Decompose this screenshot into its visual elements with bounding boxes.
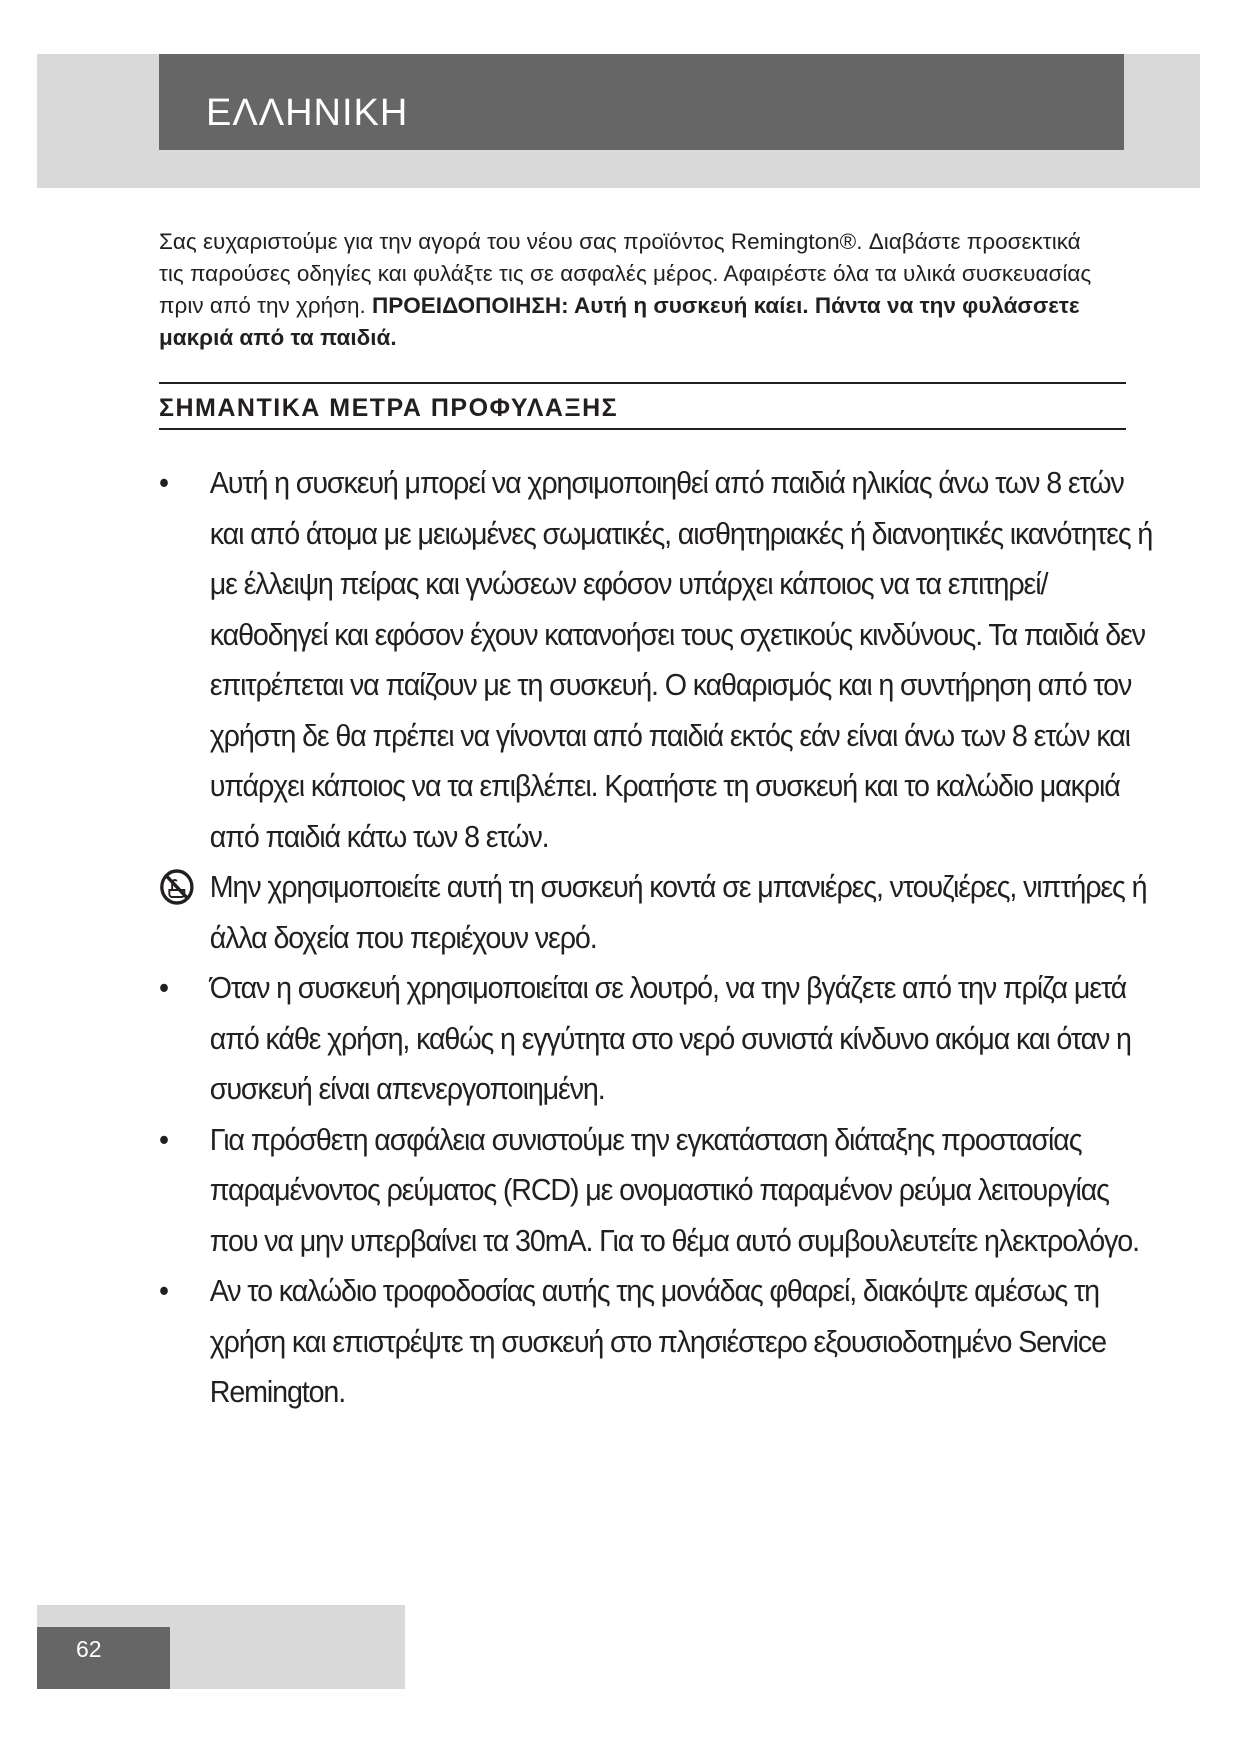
intro-warning: ΠΡΟΕΙΔΟΠΟΙΗΣΗ: Αυτή η συσκευή καίει. Πάντα να την φυλάσσετε μακριά από τα παιδιά.	[159, 293, 1080, 350]
list-item-text: Όταν η συσκευή χρησιμοποιείται σε λουτρό, να την βγάζετε από την πρίζα μετά από κάθε χρήση, καθώς η εγγύτητα στο νερό συνιστά κίνδυνο ακόμα και όταν η συσκευή είναι απενεργοποιημένη.	[209, 971, 1131, 1106]
list-item	[159, 862, 1159, 963]
bullet-marker: •	[159, 466, 168, 500]
intro-text: Σας ευχαριστούμε για την αγορά του νέου σας προϊόντος Remington®. Διαβάστε προσεκτικά τις παρούσες οδηγίες και φυλάξτε τις σε ασφαλές μέρος. Αφαιρέστε όλα τα υλικά συσκευασίας πριν από την χρήση.	[159, 229, 1092, 318]
list-item-text: Μην χρησιμοποιείτε αυτή τη συσκευή κοντά σε μπανιέρες, ντουζιέρες, νιπτήρες ή άλλα δοχεία που περιέχουν νερό.	[209, 870, 1147, 955]
list-item	[159, 963, 1159, 1115]
list-item-text: Για πρόσθετη ασφάλεια συνιστούμε την εγκατάσταση διάταξης προστασίας παραμένοντος ρεύματος (RCD) με ονομαστικό παραμένον ρεύμα λειτουργίας που να μην υπερβαίνει τα 30mA. Για το θέμα αυτό συμβουλευτείτε ηλεκτρολόγο.	[209, 1122, 1139, 1258]
bullet-marker: •	[159, 1122, 168, 1157]
page-number: 62	[76, 1636, 102, 1662]
list-item	[159, 458, 1159, 862]
bullet-marker: •	[159, 1274, 168, 1308]
intro-paragraph	[159, 226, 1109, 354]
footer-box	[37, 1627, 170, 1689]
list-item	[159, 1266, 1159, 1418]
no-water-icon	[159, 868, 195, 906]
list-item-text: Αν το καλώδιο τροφοδοσίας αυτής της μονάδας φθαρεί, διακόψτε αμέσως τη χρήση και επιστρέψτε τη συσκευή στο πλησιέστερο εξουσιοδοτημένο Service Remington.	[209, 1274, 1106, 1409]
precautions-list	[159, 458, 1153, 1418]
section-rule-bottom	[159, 428, 1126, 430]
section-title: ΣΗΜΑΝΤΙΚΑ ΜΕΤΡΑ ΠΡΟΦΥΛΑΞΗΣ	[159, 394, 619, 422]
list-item	[159, 1115, 1159, 1267]
section-rule-top	[159, 382, 1126, 384]
bullet-marker: •	[159, 971, 168, 1005]
page-title: ΕΛΛΗΝΙΚΗ	[206, 92, 409, 134]
list-item-text: Αυτή η συσκευή μπορεί να χρησιμοποιηθεί από παιδιά ηλικίας άνω των 8 ετών και από άτομα με μειωμένες σωματικές, αισθητηριακές ή διανοητικές ικανότητες ή με έλλειψη πείρας και γνώσεων εφόσον υπάρχει κάποιος να τα επιτηρεί/καθοδηγεί και εφόσον έχουν κατανοήσει τους σχετικούς κινδύνους. Τα παιδιά δεν επιτρέπεται να παίζουν με τη συσκευή. Ο καθαρισμός και η συντήρηση από τον χρήστη δε θα πρέπει να γίνονται από παιδιά εκτός εάν είναι άνω των 8 ετών και υπάρχει κάποιος να τα επιβλέπει. Κρατήστε τη συσκευή και το καλώδιο μακριά από παιδιά κάτω των 8 ετών.	[209, 466, 1153, 854]
